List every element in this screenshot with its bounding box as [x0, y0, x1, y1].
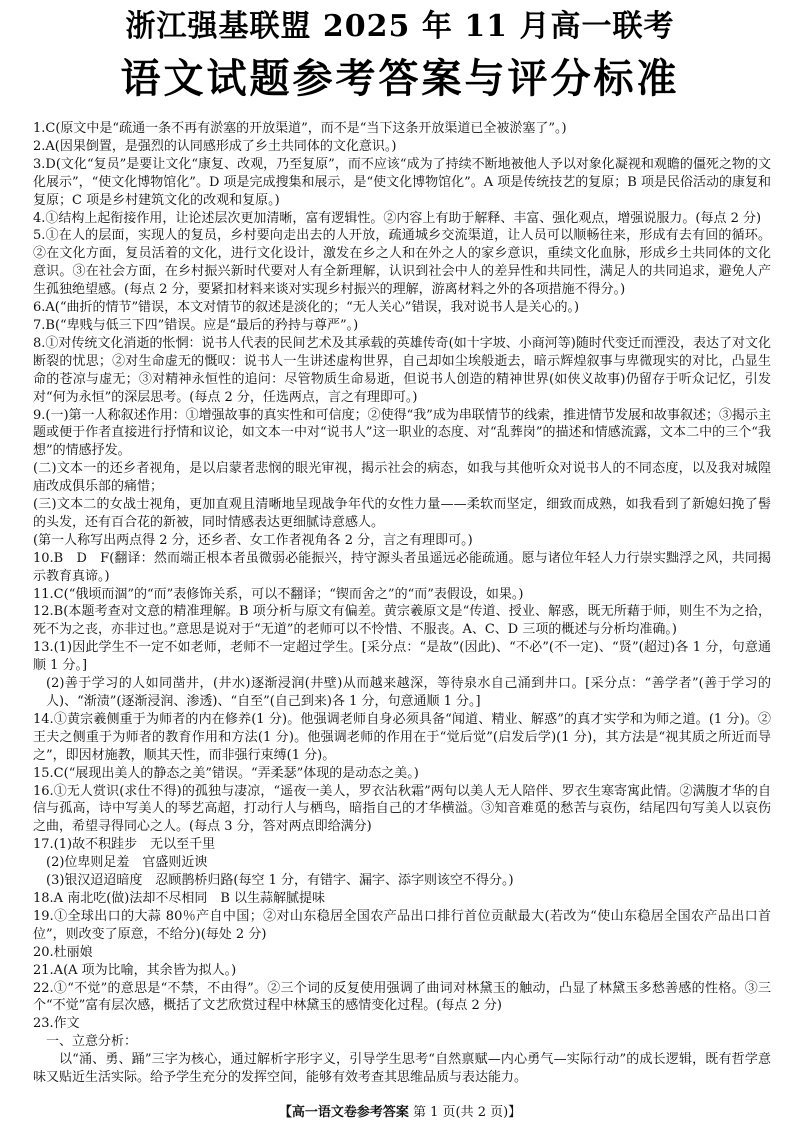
answer-19: 19.①全球出口的大蒜 80％产自中国；②对山东稳居全国农产品出口排行首位贡献最大(若改为“使山东稳居全国农产品出口首位”，则改变了原意，不给分)(每处 2 分)	[33, 908, 771, 942]
answer-15: 15.C(“展现出美人的静态之美”错误。“弄柔瑟”体现的是动态之美。)	[33, 765, 419, 781]
answer-14: 14.①黄宗羲侧重于为师者的内在修养(1 分)。他强调老师自身必须具备“闻道、精业、解惑”的真才实学和为师之道。(1 分)。②王夫之侧重于为师者的教育作用和方法(1 分)。他强调老师的作用在于“觉后觉”(启发后学)(1 分)，其方法是“视其质之所近而导之”，即因材施教，顺其天性，而非强行束缚(1 分)。	[33, 711, 771, 763]
answer-5: 5.①在人的层面，实现人的复员，乡村要向走出去的人开放，疏通城乡交流渠道，让人员可以顺畅往来，形成有去有回的循环。②在文化方面，复员活着的文化，进行文化设计，激发在乡之人和在外之人的家乡意识，重续文化血脉，形成乡土共同体的文化意识。③在社会方面，在乡村振兴新时代要对人有全新理解，认识到社会中人的差异性和共同性，满足人的共同追求，避免人产生孤独绝望感。(每点 2 分，要紧扣材料来谈对实现乡村振兴的理解，游离材料之外的各项措施不得分。)	[33, 228, 771, 298]
answer-17-part-3: (3)银汉迢迢暗度 忍顾鹊桥归路(每空 1 分，有错字、漏字、添字则该空不得分。)	[46, 873, 514, 889]
answer-13-part-1: 13.(1)因此学生不一定不如老师，老师不一定超过学生。[采分点：“是故”(因此)、“不必”(不一定)、“贤”(超过)各 1 分，句意通顺 1 分。]	[33, 640, 771, 674]
answer-6: 6.A(“曲折的情节”错误，本文对情节的叙述是淡化的；“无人关心”错误，我对说书人是关心的。)	[33, 300, 580, 316]
answer-9-part-2: (二)文本一的还乡者视角，是以启蒙者悲悯的眼光审视，揭示社会的病态，如我与其他听众对说书人的不同态度，以及我对城隍庙改成俱乐部的痛惜；	[33, 461, 771, 495]
footer-page-number: 第 1 页(共 2 页)】	[412, 1105, 522, 1120]
answer-9-part-1: 9.(一)第一人称叙述作用：①增强故事的真实性和可信度；②使得“我”成为串联情节的线索，推进情节发展和故事叙述；③揭示主题或便于作者直接进行抒情和议论，如文本一中对“说书人”这一职业的态度、对“乱葬岗”的描述和情感流露，文本二中的三个“我想”的情感抒发。	[33, 407, 771, 459]
answer-10: 10.B D F(翻译：然而端正根本者虽微弱必能振兴，持守源头者虽遥远必能疏通。愿与诸位年轻人力行崇实黜浮之风，共同揭示教育真谛。)	[33, 550, 771, 584]
answer-13-part-2: (2)善于学习的人如同凿井，(井水)逐渐浸润(井壁)从而越来越深，等待泉水自己涌到井口。[采分点：“善学者”(善于学习的人)、“渐渍”(逐渐浸润、渗透)、“自至”(自己到来)各 1 分，句意通顺 1 分。]	[46, 676, 771, 709]
answer-7: 7.B(“卑贱与低三下四”错误。应是“最后的矜持与尊严”。)	[33, 317, 359, 333]
answer-1: 1.C(原文中是“疏通一条不再有淤塞的开放渠道”，而不是“当下这条开放渠道已全被淤塞了”。)	[33, 121, 567, 136]
answer-18: 18.A 南北吃(做)法却不尽相同 B 以生蒜解腻提味	[33, 890, 326, 906]
exam-title: 浙江强基联盟 2025 年 11 月高一联考	[125, 9, 675, 44]
answer-23-heading: 23.作文	[33, 1016, 80, 1032]
answer-11: 11.C(“俄顷而涸”的“而”表修饰关系，可以不翻译；“锲而舍之”的“而”表假设，如果。)	[33, 586, 524, 602]
answer-8: 8.①对传统文化消逝的怅惘：说书人代表的民间艺术及其承载的英雄传奇(如十字坡、小商河等)随时代变迁而湮没，表达了对文化断裂的忧思；②对生命虚无的慨叹：说书人一生讲述虚构世界，自己却如尘埃般逝去，暗示辉煌叙事与卑微现实的对比，凸显生命的苍凉与虚无；③对精神永恒性的追问：尽管物质生命易逝，但说书人创造的精神世界(如侠义故事)仍留存于听众记忆，引发对“何为永恒”的深层思考。(每点 2 分，任选两点，言之有理即可。)	[33, 335, 771, 405]
answer-23-subheading: 一、立意分析：	[46, 1034, 138, 1050]
answer-2: 2.A(因果倒置，是强烈的认同感形成了乡土共同体的文化意识。)	[33, 138, 397, 154]
answer-17-part-1: 17.(1)故不积跬步 无以至千里	[33, 837, 216, 853]
answer-4: 4.①结构上起衔接作用，让论述层次更加清晰，富有逻辑性。②内容上有助于解释、丰富、强化观点，增强说服力。(每点 2 分)	[33, 210, 762, 226]
answer-12: 12.B(本题考查对文意的精准理解。B 项分析与原文有偏差。黄宗羲原文是“传道、授业、解惑，既无所藉于师，则生不为之拾，死不为之丧，亦非过也。”意思是说对于“无道”的老师可以不怜惜、不服丧。A、C、D 三项的概述与分析均准确。)	[33, 604, 771, 638]
answer-3: 3.D(文化“复员”是要让文化“康复、改观，乃至复原”，而不应该“成为了持续不断地被他人予以对象化凝视和观瞻的僵死之物的文化展示”，“使文化博物馆化”。D 项是完成搜集和展示，是“使文化博物馆化”。A 项是传统技艺的复原；B 项是民俗活动的康复和复原；C 项是乡村建筑文化的改观和复原。)	[33, 156, 771, 208]
answer-21: 21.A(A 项为比喻，其余皆为拟人。)	[33, 962, 237, 978]
document-title: 语文试题参考答案与评分标准	[120, 55, 680, 102]
footer-title: 【高一语文卷参考答案	[278, 1105, 409, 1120]
answer-22: 22.①“不觉”的意思是“不禁，不由得”。②三个词的反复使用强调了曲词对林黛玉的触动，凸显了林黛玉多愁善感的性格。③三个“不觉”富有层次感，概括了文艺欣赏过程中林黛玉的感情变化过程。(每点 2 分)	[33, 980, 771, 1014]
answer-9-part-3: (三)文本二的女战士视角，更加直观且清晰地呈现战争年代的女性力量——柔软而坚定，细致而成熟，如我看到了新媳妇挽了髻的头发，还有百合花的新被，同时情感表达更细腻诗意感人。	[33, 497, 771, 530]
answer-16: 16.①无人赏识(求仕不得)的孤独与凄凉，“遥夜一美人，罗衣沾秋霜”两句以美人无人陪伴、罗衣生寒寄寓此情。②满腹才华的自信与孤高，诗中写美人的琴艺高超，打动行人与栖鸟，暗指自己的才华横溢。③知音难觅的愁苦与哀伤，结尾四句写美人以哀伤之曲，希望寻得同心之人。(每点 3 分，答对两点即给满分)	[33, 783, 771, 835]
answer-17-part-2: (2)位卑则足羞 官盛则近谀	[46, 855, 208, 871]
answer-9-scoring: (第一人称写出两点得 2 分，还乡者、女工作者视角各 2 分，言之有理即可。)	[33, 532, 473, 548]
answer-23-analysis: 以“涌、勇、踊”三字为核心，通过解析字形字义，引导学生思考“自然禀赋—内心勇气—实际行动”的成长逻辑，既有哲学意味又贴近生活实际。给予学生充分的发挥空间，能够有效考查其思维品质与表达能力。	[33, 1052, 771, 1086]
answer-20: 20.杜丽娘	[33, 944, 93, 960]
answer-body	[33, 120, 771, 1087]
page-footer	[0, 1104, 800, 1122]
